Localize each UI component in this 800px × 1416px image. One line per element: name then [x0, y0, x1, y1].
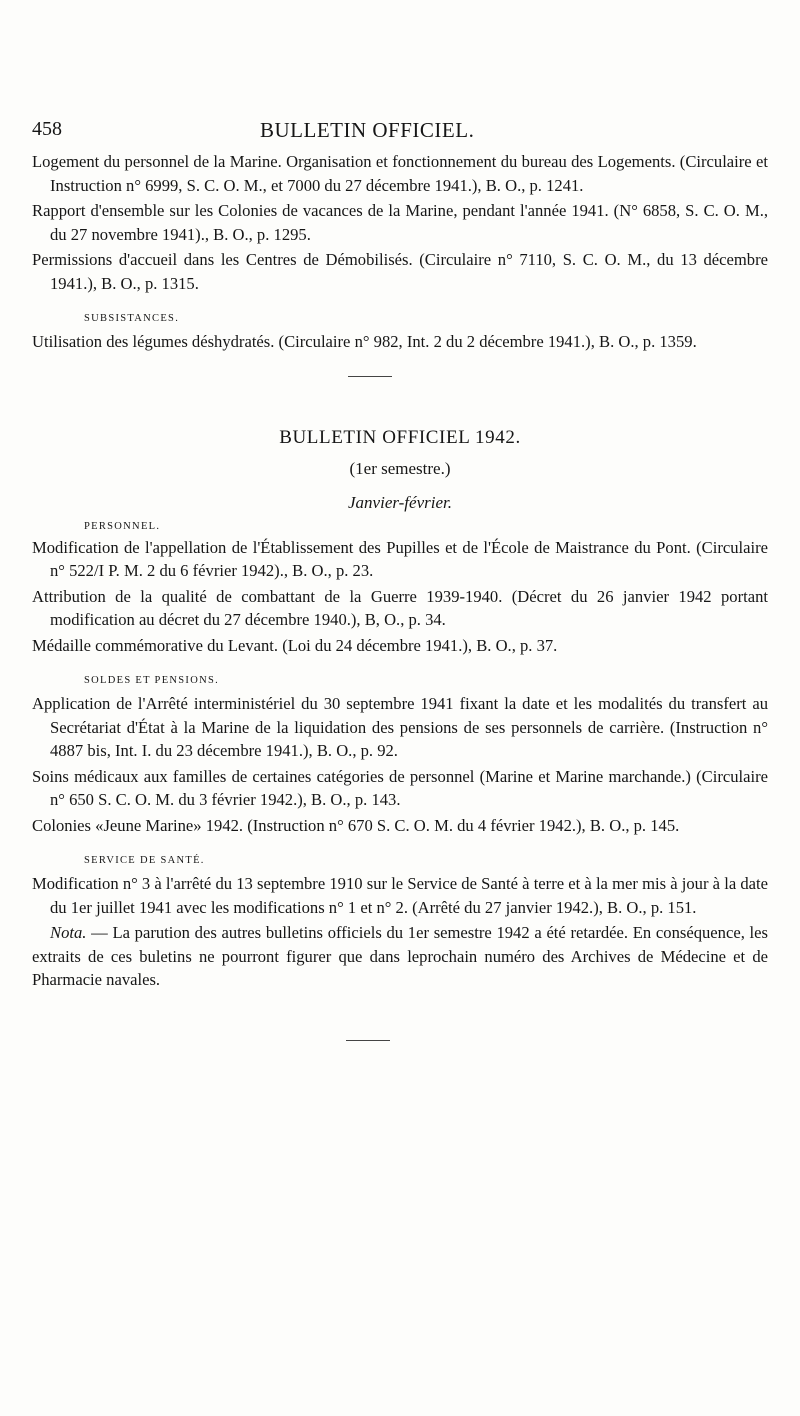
entry-arrete-interministeriel: Application de l'Arrêté interministériel du 30 septembre 1941 fixant la date et les modalités du transfert au Secrétariat d'État à la Marine de la liquidation des pensions de ses personnels de carrière. (Instruction n° 4887 bis, Int. I. du 23 décembre 1941.), B. O., p. 92.	[32, 694, 768, 760]
entry-medaille: Médaille commémorative du Levant. (Loi du 24 décembre 1941.), B. O., p. 37.	[32, 635, 558, 655]
divider-rule-bottom	[346, 1040, 390, 1041]
nota-label: Nota.	[50, 923, 87, 942]
running-head	[32, 118, 768, 150]
entry-colonies-vacances: Rapport d'ensemble sur les Colonies de vacances de la Marine, pendant l'année 1941. (N° 6858, S. C. O. M., du 27 novembre 1941)., B. O., p. 1295.	[32, 201, 768, 244]
running-title: BULLETIN OFFICIEL.	[260, 118, 475, 142]
entry-soins-medicaux: Soins médicaux aux familles de certaines catégories de personnel (Marine et Marine marchande.) (Circulaire n° 650 S. C. O. M. du 3 février 1942.), B. O., p. 143.	[32, 766, 768, 809]
entry-legumes: Utilisation des légumes déshydratés. (Circulaire n° 982, Int. 2 du 2 décembre 1941.), B. O., p. 1359.	[32, 332, 697, 351]
entry-service-sante: Modification n° 3 à l'arrêté du 13 septembre 1910 sur le Service de Santé à terre et à la mer mis à jour à la date du 1er juillet 1941 avec les modifications n° 1 et n° 2. (Arrêté du 27 janvier 1942.), B. O., p. 151.	[32, 874, 768, 917]
nota-text: — La parution des autres bulletins officiels du 1er semestre 1942 a été retardée. En conséquence, les extraits de ces buletins ne pourront figurer que dans leprochain numéro des Archives de Médecine et de Pharmacie navales.	[32, 923, 768, 989]
section-heading-sante: SERVICE DE SANTÉ.	[84, 855, 205, 866]
months-label: Janvier-février.	[348, 492, 452, 512]
page-number: 458	[32, 118, 62, 140]
section-heading-personnel: PERSONNEL.	[84, 520, 161, 532]
semester-label: (1er semestre.)	[349, 458, 451, 478]
section-heading-soldes: SOLDES ET PENSIONS.	[84, 675, 220, 686]
bulletin-title: BULLETIN OFFICIEL 1942.	[279, 426, 521, 448]
entry-permissions: Permissions d'accueil dans les Centres de Démobilisés. (Circulaire n° 7110, S. C. O. M., du 13 décembre 1941.), B. O., p. 1315.	[32, 250, 768, 293]
section-heading-subsistances: SUBSISTANCES.	[84, 313, 180, 324]
entry-logement: Logement du personnel de la Marine. Organisation et fonctionnement du bureau des Logements. (Circulaire et Instruction n° 6999, S. C. O. M., et 7000 du 27 décembre 1941.), B. O., p. 1241.	[32, 152, 768, 195]
entry-jeune-marine: Colonies «Jeune Marine» 1942. (Instruction n° 670 S. C. O. M. du 4 février 1942.), B. O., p. 145.	[32, 815, 680, 835]
entry-pupilles: Modification de l'appellation de l'Établissement des Pupilles et de l'École de Maistrance du Pont. (Circulaire n° 522/I P. M. 2 du 6 février 1942)., B. O., p. 23.	[32, 537, 768, 580]
entry-combattant: Attribution de la qualité de combattant de la Guerre 1939-1940. (Décret du 26 janvier 1942 portant modification au décret du 27 décembre 1940.), B, O., p. 34.	[32, 586, 768, 629]
nota-paragraph	[32, 921, 768, 992]
document-page	[32, 118, 768, 1041]
